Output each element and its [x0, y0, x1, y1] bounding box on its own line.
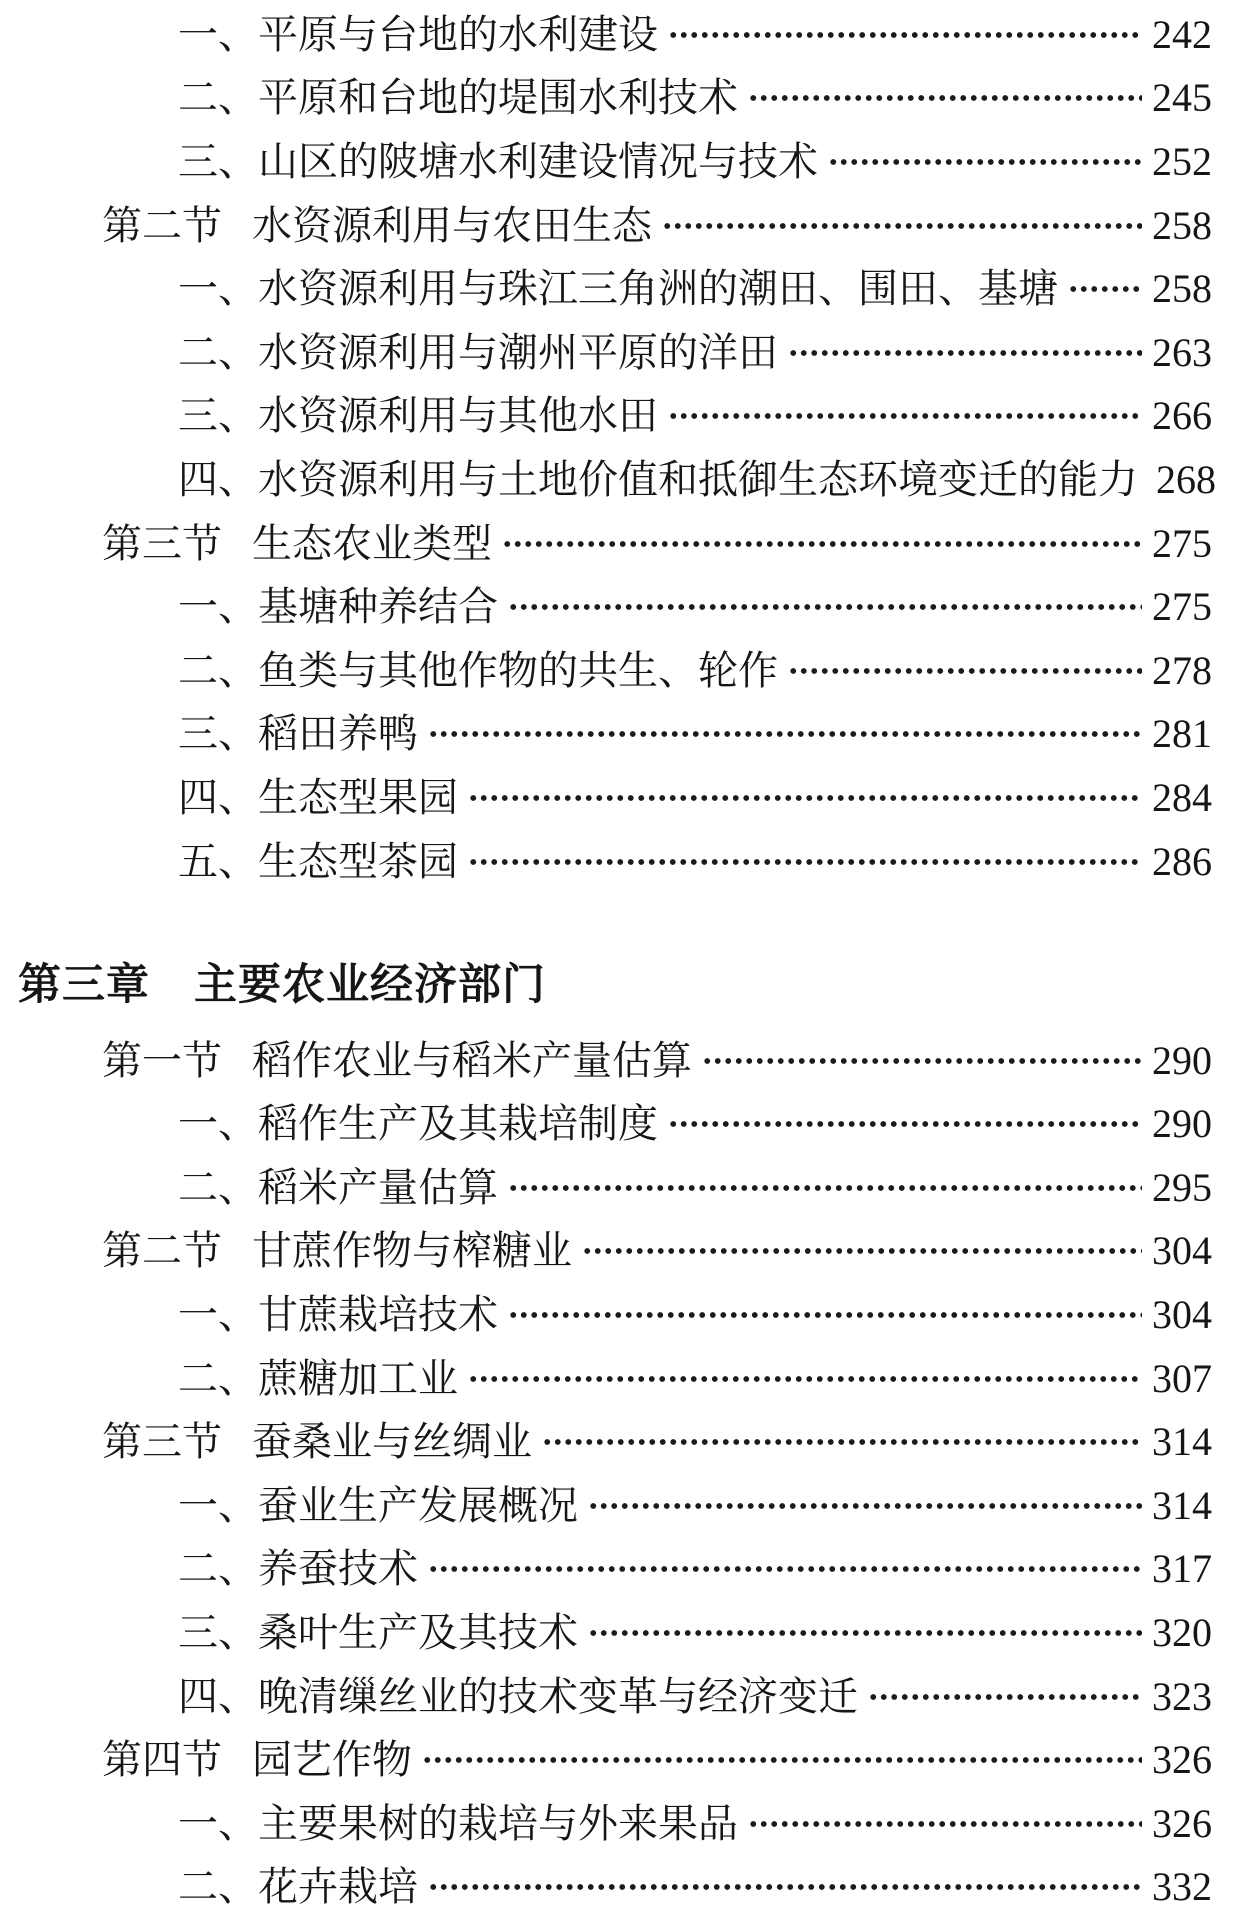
dot-leader — [666, 15, 1142, 55]
toc-entry-title: 平原和台地的堤围水利技术 — [258, 75, 738, 121]
toc-entry-label: 一、 — [178, 584, 258, 630]
toc-entry-page-number: 242 — [1152, 11, 1212, 57]
dot-leader — [586, 1613, 1142, 1653]
toc-entry-label: 一、 — [178, 1101, 258, 1147]
dot-leader — [660, 206, 1142, 246]
toc-entry-title: 平原与台地的水利建设 — [258, 11, 658, 57]
toc-entry-title: 鱼类与其他作物的共生、轮作 — [258, 647, 778, 693]
toc-entry-title: 蚕桑业与丝绸业 — [252, 1419, 532, 1465]
toc-entry-page-number: 281 — [1152, 711, 1212, 757]
toc-entry-label: 一、 — [178, 11, 258, 57]
toc-entry-label: 第三章 — [18, 960, 150, 1009]
toc-entry-page-number: 286 — [1152, 838, 1212, 884]
toc-entry-title: 晚清缫丝业的技术变革与经济变迁 — [258, 1673, 858, 1719]
dot-leader — [700, 1041, 1142, 1081]
toc-entry-label: 二、 — [178, 647, 258, 693]
toc-entry — [0, 1856, 1240, 1920]
toc-entry-title: 山区的陂塘水利建设情况与技术 — [258, 138, 818, 184]
toc-entry-title: 甘蔗作物与榨糖业 — [252, 1228, 572, 1274]
toc-entry-title: 水资源利用与珠江三角洲的潮田、围田、基塘 — [258, 266, 1058, 312]
toc-entry-title: 主要果树的栽培与外来果品 — [258, 1800, 738, 1846]
toc-entry-label: 第三节 — [102, 1419, 222, 1465]
dot-leader — [466, 842, 1142, 882]
toc-entry-label: 第三节 — [102, 520, 222, 566]
toc-entry-title: 花卉栽培 — [258, 1864, 418, 1910]
toc-entry-page-number: 284 — [1152, 774, 1212, 820]
toc-entry — [0, 130, 1240, 194]
dot-leader — [580, 1231, 1142, 1271]
toc-entry-label: 二、 — [178, 75, 258, 121]
toc-entry — [0, 1156, 1240, 1220]
toc-entry — [0, 830, 1240, 894]
toc-entry — [0, 703, 1240, 767]
toc-entry-title: 水资源利用与农田生态 — [252, 202, 652, 248]
dot-leader — [420, 1740, 1142, 1780]
toc-entry-title: 桑叶生产及其技术 — [258, 1610, 578, 1656]
dot-leader — [666, 1104, 1142, 1144]
toc-entry-title: 主要农业经济部门 — [194, 960, 546, 1009]
toc-entry — [0, 1474, 1240, 1538]
toc-entry — [0, 1410, 1240, 1474]
toc-entry-page-number: 266 — [1152, 393, 1212, 439]
toc-entry-label: 四、 — [178, 1673, 258, 1719]
toc-entry-title: 基塘种养结合 — [258, 584, 498, 630]
toc-entry-title: 园艺作物 — [252, 1737, 412, 1783]
toc-entry-title: 水资源利用与土地价值和抵御生态环境变迁的能力 — [258, 456, 1138, 502]
toc-entry-title: 稻作生产及其栽培制度 — [258, 1101, 658, 1147]
toc-entry-title: 稻米产量估算 — [258, 1164, 498, 1210]
toc-entry — [0, 67, 1240, 131]
toc-entry — [0, 1347, 1240, 1411]
toc-entry — [0, 953, 1240, 1017]
toc-entry-label: 二、 — [178, 1355, 258, 1401]
toc-entry-title: 生态型茶园 — [258, 838, 458, 884]
toc-entry-page-number: 252 — [1152, 138, 1212, 184]
toc-entry-page-number: 326 — [1152, 1800, 1212, 1846]
toc-entry-label: 四、 — [178, 456, 258, 502]
toc-entry — [0, 257, 1240, 321]
toc-entry — [0, 575, 1240, 639]
toc-entry — [0, 1538, 1240, 1602]
dot-leader — [666, 396, 1142, 436]
toc-entry-label: 五、 — [178, 838, 258, 884]
toc-entry-label: 三、 — [178, 711, 258, 757]
toc-entry-page-number: 326 — [1152, 1737, 1212, 1783]
dot-leader — [506, 1295, 1142, 1335]
toc-entry — [0, 1728, 1240, 1792]
toc-entry-page-number: 258 — [1152, 266, 1212, 312]
dot-leader — [786, 333, 1142, 373]
toc-entry-title: 稻作农业与稻米产量估算 — [252, 1037, 692, 1083]
dot-leader — [506, 1168, 1142, 1208]
toc-entry-page-number: 304 — [1152, 1292, 1212, 1338]
toc-entry-page-number: 275 — [1152, 584, 1212, 630]
toc-entry-title: 水资源利用与其他水田 — [258, 393, 658, 439]
toc-entry-page-number: 307 — [1152, 1355, 1212, 1401]
toc-entry-page-number: 290 — [1152, 1037, 1212, 1083]
toc-entry-label: 三、 — [178, 138, 258, 184]
toc-entry-label: 二、 — [178, 1164, 258, 1210]
toc-entry-label: 第二节 — [102, 202, 222, 248]
toc-entry-label: 三、 — [178, 1610, 258, 1656]
toc-entry-label: 二、 — [178, 1864, 258, 1910]
dot-leader — [1066, 269, 1142, 309]
toc-entry-page-number: 323 — [1152, 1673, 1212, 1719]
toc-entry-title: 蚕业生产发展概况 — [258, 1482, 578, 1528]
toc-entry — [0, 1601, 1240, 1665]
toc-entry-label: 第一节 — [102, 1037, 222, 1083]
toc-entry-label: 一、 — [178, 1292, 258, 1338]
toc-entry-page-number: 290 — [1152, 1101, 1212, 1147]
toc-entry-label: 二、 — [178, 329, 258, 375]
dot-leader — [540, 1422, 1142, 1462]
dot-leader — [746, 78, 1142, 118]
toc-entry-label: 一、 — [178, 1800, 258, 1846]
toc-entry — [0, 3, 1240, 67]
dot-leader — [506, 587, 1142, 627]
toc-entry — [0, 1029, 1240, 1093]
toc-entry — [0, 639, 1240, 703]
toc-entry — [0, 385, 1240, 449]
toc-entry-page-number: 320 — [1152, 1610, 1212, 1656]
toc-entry — [0, 512, 1240, 576]
toc-entry-title: 养蚕技术 — [258, 1546, 418, 1592]
dot-leader — [826, 142, 1142, 182]
toc-entry-title: 生态农业类型 — [252, 520, 492, 566]
toc-entry-label: 二、 — [178, 1546, 258, 1592]
toc-entry-label: 四、 — [178, 774, 258, 820]
toc-entry — [0, 1093, 1240, 1157]
toc-entry-page-number: 275 — [1152, 520, 1212, 566]
toc-entry-label: 一、 — [178, 266, 258, 312]
toc-entry-page-number: 263 — [1152, 329, 1212, 375]
toc-entry-title: 生态型果园 — [258, 774, 458, 820]
dot-leader — [586, 1486, 1142, 1526]
toc-entry — [0, 1792, 1240, 1856]
toc-entry-page-number: 332 — [1152, 1864, 1212, 1910]
toc-entry-page-number: 295 — [1152, 1164, 1212, 1210]
toc-entry-page-number: 304 — [1152, 1228, 1212, 1274]
toc-entry-label: 第二节 — [102, 1228, 222, 1274]
toc-entry-title: 稻田养鸭 — [258, 711, 418, 757]
toc-entry-title: 甘蔗栽培技术 — [258, 1292, 498, 1338]
toc-entry-label: 三、 — [178, 393, 258, 439]
toc-entry-title: 水资源利用与潮州平原的洋田 — [258, 329, 778, 375]
toc-entry-label: 一、 — [178, 1482, 258, 1528]
dot-leader — [866, 1677, 1142, 1717]
dot-leader — [426, 1549, 1142, 1589]
toc-entry — [0, 194, 1240, 258]
toc-entry-page-number: 258 — [1152, 202, 1212, 248]
dot-leader — [466, 1359, 1142, 1399]
toc-entry — [0, 766, 1240, 830]
dot-leader — [466, 778, 1142, 818]
toc-list — [0, 3, 1240, 1919]
toc-entry — [0, 1283, 1240, 1347]
toc-entry — [0, 448, 1240, 512]
dot-leader — [426, 714, 1142, 754]
toc-entry — [0, 1220, 1240, 1284]
dot-leader — [786, 651, 1142, 691]
toc-entry-label: 第四节 — [102, 1737, 222, 1783]
toc-entry — [0, 1665, 1240, 1729]
toc-entry-page-number: 314 — [1152, 1419, 1212, 1465]
dot-leader — [500, 524, 1142, 564]
dot-leader — [746, 1804, 1142, 1844]
toc-entry-page-number: 314 — [1152, 1482, 1212, 1528]
toc-entry-page-number: 278 — [1152, 647, 1212, 693]
toc-entry-page-number: 268 — [1156, 456, 1216, 502]
toc-entry-title: 蔗糖加工业 — [258, 1355, 458, 1401]
dot-leader — [426, 1867, 1142, 1907]
toc-entry-page-number: 317 — [1152, 1546, 1212, 1592]
toc-entry-page-number: 245 — [1152, 75, 1212, 121]
toc-entry — [0, 321, 1240, 385]
